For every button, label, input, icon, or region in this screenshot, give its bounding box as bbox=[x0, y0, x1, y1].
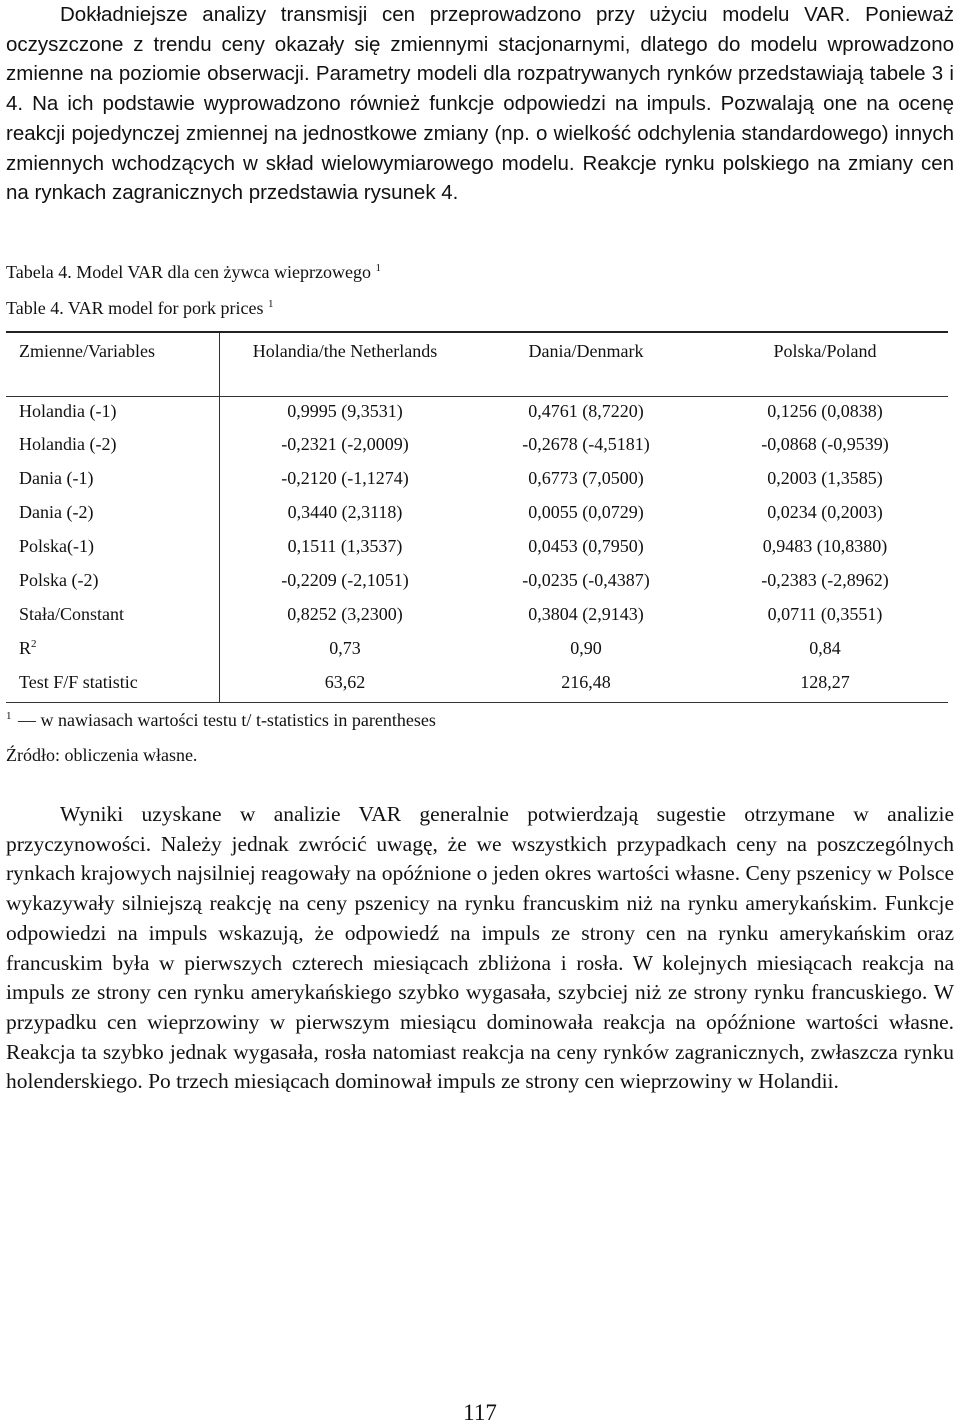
table-cell: -0,2383 (-2,8962) bbox=[761, 570, 889, 590]
table-cell: -0,2209 (-2,1051) bbox=[281, 570, 409, 590]
table-body bbox=[6, 396, 948, 702]
conclusion-paragraph-text: Wyniki uzyskane w analizie VAR generalnie potwierdzają sugestie otrzymane w analizie przyczynowości. Należy jednak zwrócić uwagę, że we wszystkich przypadkach ceny na poszczególnych rynkach krajowych najsilniej reagowały na opóźnione o jeden okres wartości własne. Ceny pszenicy w Polsce wykazywały silniejszą reakcję na ceny pszenicy na rynku francuskim niż na rynku amerykańskim. Funkcje odpowiedzi na impuls wskazują, że odpowiedź na impuls ze strony cen na rynku amerykańskim oraz francuskim była w pierwszych czterech miesiącach zbliżona i rosła. W kolejnych miesiącach reakcja na impuls ze strony cen rynku amerykańskiego szybko wygasała, szybciej niż ze strony rynku francuskiego. W przypadku cen wieprzowiny w pierwszym miesiącu dominowała reakcja na opóźnione wartości własne. Reakcja ta szybko jednak wygasała, rosła natomiast reakcja na ceny rynków zagranicznych, zwłaszcza rynku holenderskiego. Po trzech miesiącach dominował impuls ze strony cen wieprzowiny w Holandii. bbox=[6, 802, 954, 1094]
table-cell: 0,90 bbox=[570, 638, 602, 658]
table-cell: 128,27 bbox=[702, 668, 948, 702]
row-label: Test F/F statistic bbox=[6, 668, 220, 702]
table-cell: 63,62 bbox=[220, 668, 471, 702]
table-cell: -0,2678 (-4,5181) bbox=[522, 434, 650, 454]
table-source: Źródło: obliczenia własne. bbox=[6, 745, 198, 765]
table-row bbox=[6, 566, 948, 600]
table-footnote: $^1$ — w nawiasach wartości testu t/ t-statistics in parentheses bbox=[6, 710, 436, 730]
table-header-row bbox=[6, 332, 948, 396]
table-cell: 0,3804 (2,9143) bbox=[528, 604, 644, 624]
table-cell: 0,1511 (1,3537) bbox=[287, 536, 403, 556]
table-cell: 0,8252 (3,2300) bbox=[287, 604, 403, 624]
row-label: Polska (-2) bbox=[6, 566, 220, 600]
row-label: Polska(-1) bbox=[6, 532, 220, 566]
row-label-superscript: 2 bbox=[31, 638, 37, 650]
table-cell: 0,9995 (9,3531) bbox=[287, 400, 403, 421]
table-cell: -0,0235 (-0,4387) bbox=[522, 570, 650, 590]
table-row bbox=[6, 498, 948, 532]
intro-paragraph bbox=[6, 0, 954, 208]
table-caption-en: Table 4. VAR model for pork prices $^1$ bbox=[6, 298, 274, 318]
table-cell: -0,2120 (-1,1274) bbox=[281, 468, 409, 488]
table-row bbox=[6, 668, 948, 702]
table-cell: 0,3440 (2,3118) bbox=[287, 502, 403, 522]
row-label: Dania (-1) bbox=[6, 464, 220, 498]
table-cell: 0,0055 (0,0729) bbox=[528, 502, 644, 522]
table-cell: 216,48 bbox=[470, 668, 702, 702]
table-row bbox=[6, 532, 948, 566]
row-label: Dania (-2) bbox=[6, 498, 220, 532]
table-cell: 0,4761 (8,7220) bbox=[528, 400, 644, 421]
header-denmark: Dania/Denmark bbox=[470, 332, 702, 396]
table-row bbox=[6, 396, 948, 430]
table-cell: 0,0711 (0,3551) bbox=[767, 604, 883, 624]
header-netherlands: Holandia/the Netherlands bbox=[220, 332, 471, 396]
table-cell: 0,1256 (0,0838) bbox=[767, 400, 883, 421]
row-label: Stała/Constant bbox=[6, 600, 220, 634]
caption-footnote-mark: 1 bbox=[375, 262, 381, 274]
table-row bbox=[6, 464, 948, 498]
intro-paragraph-text: Dokładniejsze analizy transmisji cen przeprowadzono przy użyciu modelu VAR. Ponieważ oczyszczone z trendu ceny okazały się zmiennymi stacjonarnymi, dlatego do modelu wprowadzono zmienne na poziomie obserwacji. Parametry modeli dla rozpatrywanych rynków przedstawiają tabele 3 i 4. Na ich podstawie wyprowadzono również funkcje odpowiedzi na impuls. Pozwalają one na ocenę reakcji pojedynczej zmiennej na jednostkowe zmiany (np. o wielkość odchylenia standardowego) innych zmiennych wchodzących w skład wielowymiarowego modelu. Reakcje rynku polskiego na zmiany cen na rynkach zagranicznych przedstawia rysunek 4. bbox=[6, 3, 954, 205]
row-label: Holandia (-2) bbox=[6, 430, 220, 464]
header-poland: Polska/Poland bbox=[702, 332, 948, 396]
table-row bbox=[6, 634, 948, 668]
table-cell: -0,2321 (-2,0009) bbox=[281, 434, 409, 454]
caption-footnote-mark: 1 bbox=[268, 298, 274, 310]
table-cell: 0,0453 (0,7950) bbox=[528, 536, 644, 556]
table-cell: 0,6773 (7,0500) bbox=[528, 468, 644, 488]
table-caption-pl: Tabela 4. Model VAR dla cen żywca wieprzowego $^1$ bbox=[6, 262, 381, 282]
table-row bbox=[6, 600, 948, 634]
table-cell: 0,9483 (10,8380) bbox=[762, 536, 888, 556]
var-model-table bbox=[6, 331, 948, 703]
conclusion-paragraph bbox=[6, 800, 954, 1097]
row-label: Holandia (-1) bbox=[6, 396, 220, 430]
table-cell: 0,2003 (1,3585) bbox=[767, 468, 883, 488]
row-label: $R^2$ bbox=[6, 634, 220, 668]
table-cell: -0,0868 (-0,9539) bbox=[761, 434, 889, 454]
table-cell: 0,73 bbox=[329, 638, 361, 658]
header-variables: Zmienne/Variables bbox=[6, 332, 220, 396]
page-number: 117 bbox=[463, 1400, 497, 1425]
table-cell: 0,84 bbox=[809, 638, 841, 658]
table-row bbox=[6, 430, 948, 464]
table-cell: 0,0234 (0,2003) bbox=[767, 502, 883, 522]
